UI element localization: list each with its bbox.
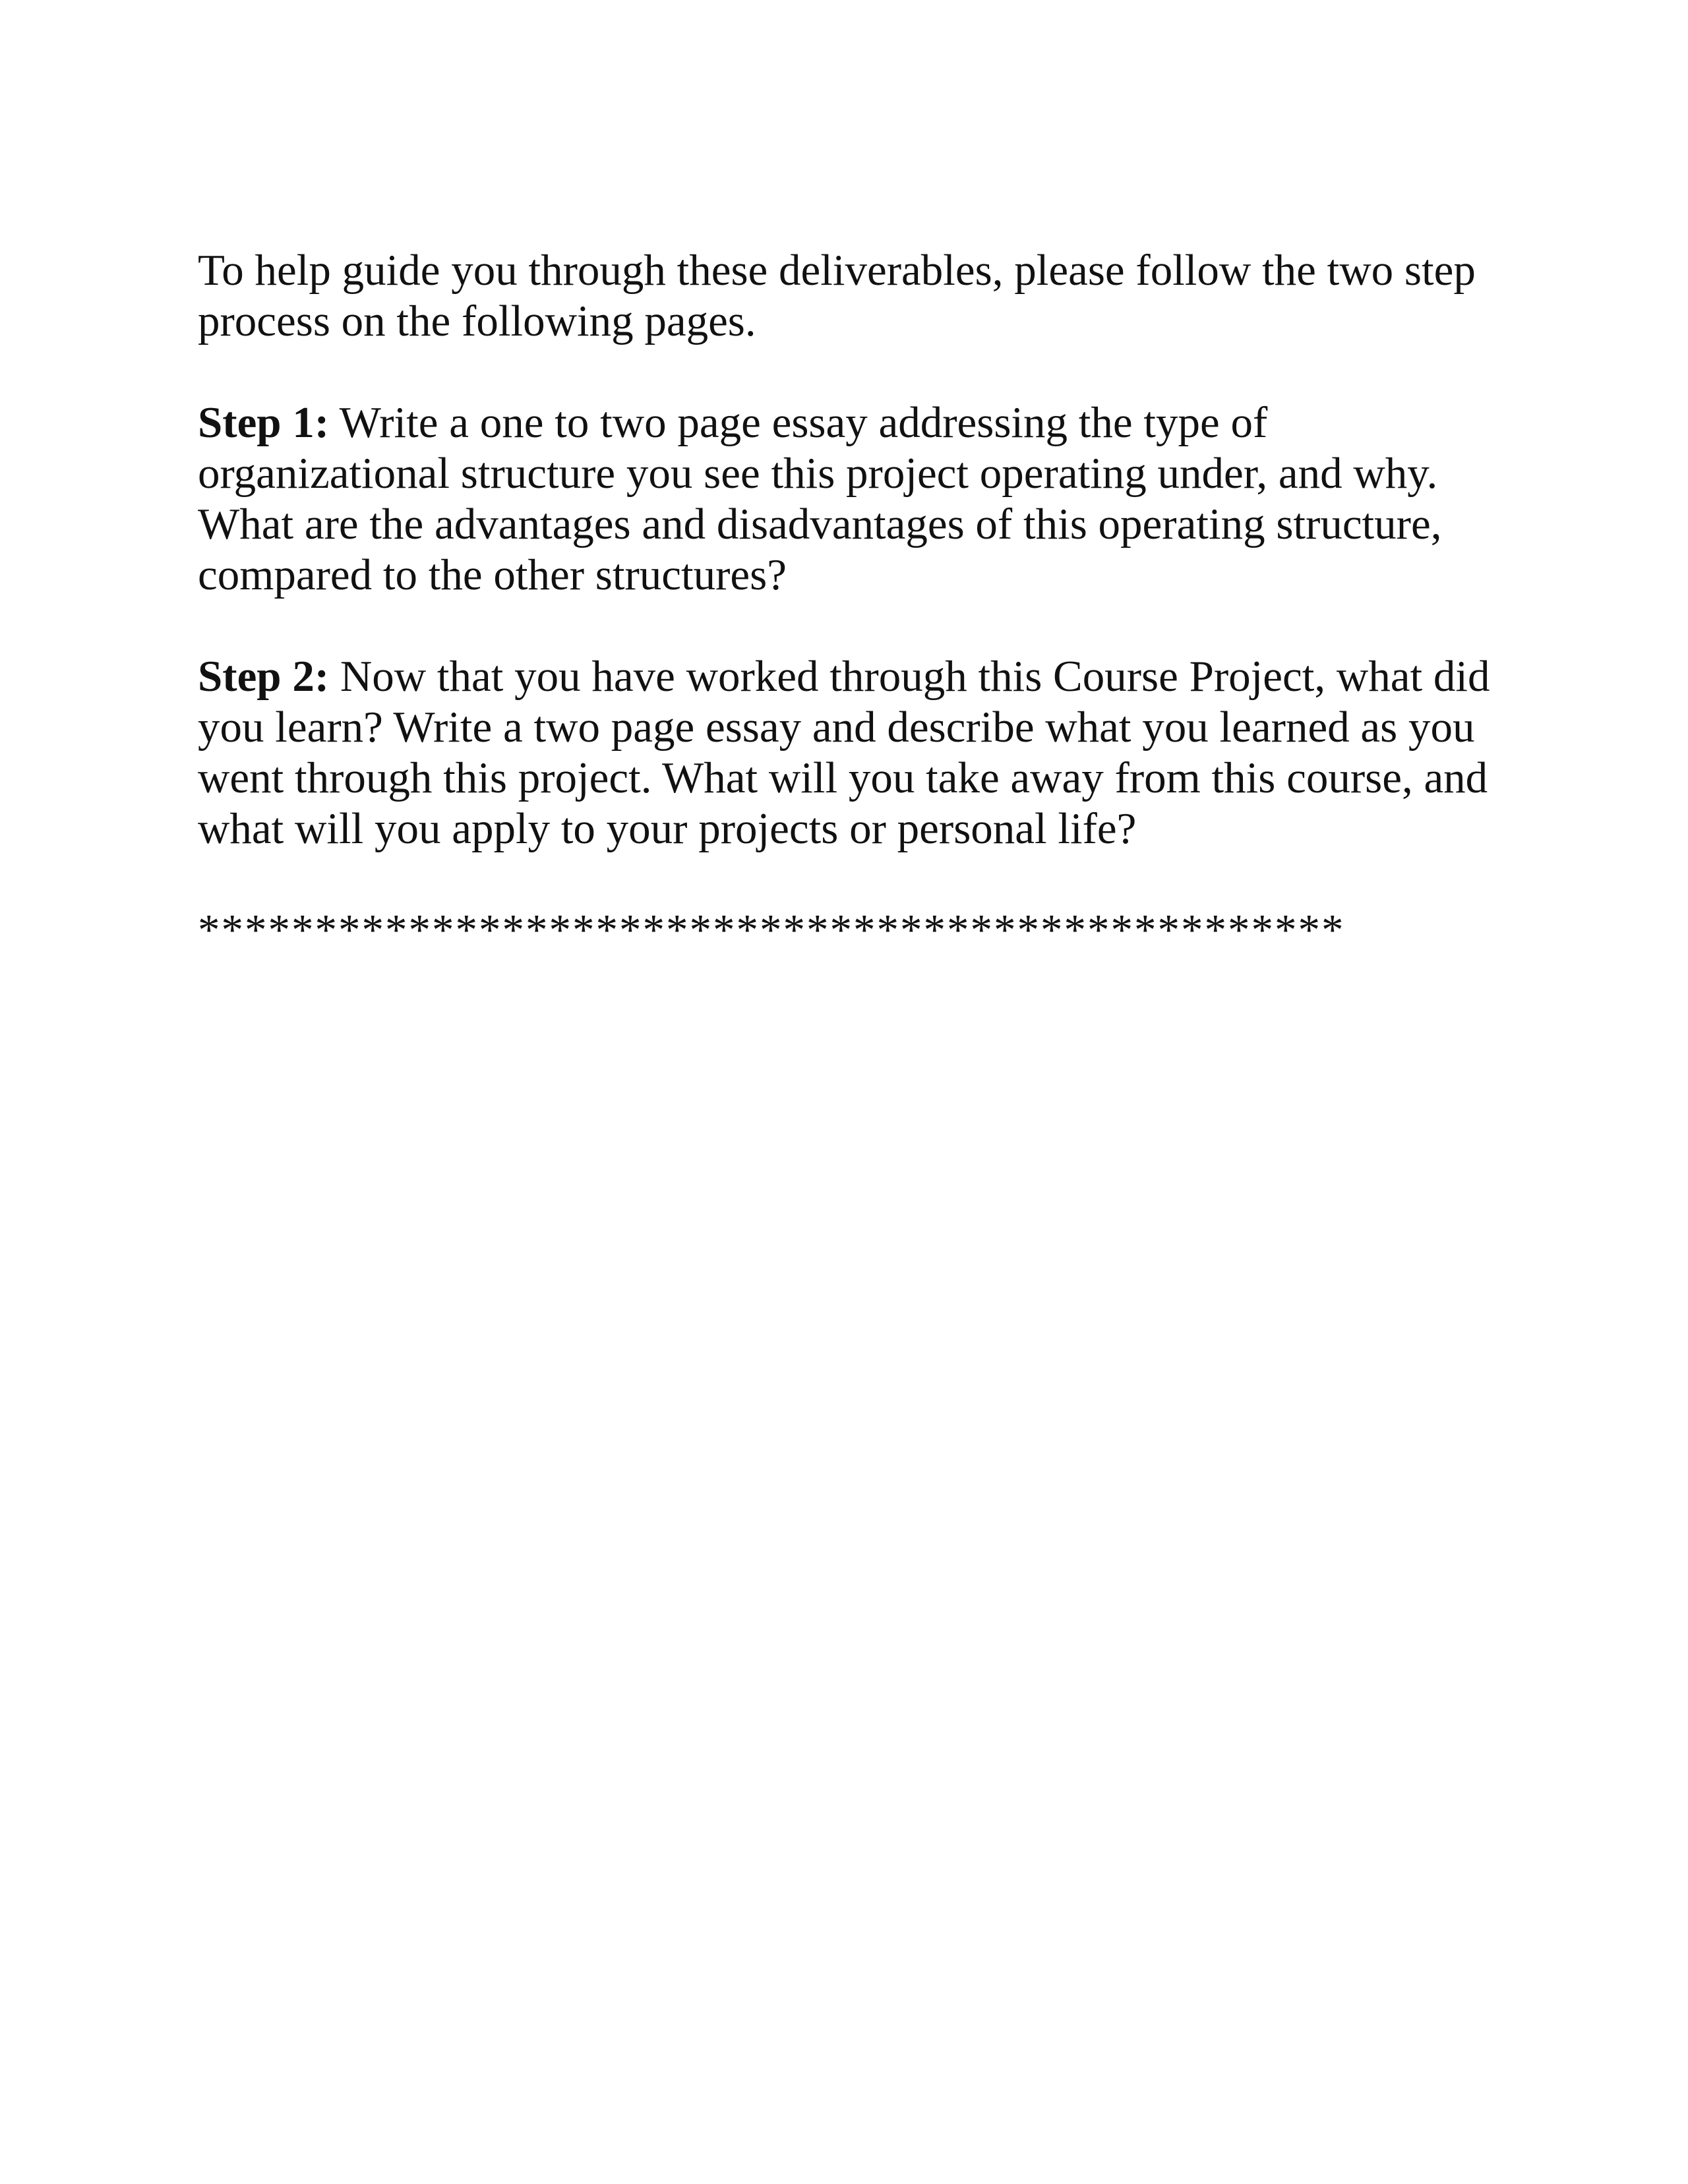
step-1-paragraph bbox=[198, 398, 1503, 601]
step-2-line-2: you learn? Write a two page essay and describe what you learned as you bbox=[198, 703, 1475, 752]
step-1-line-1: Write a one to two page essay addressing the type of bbox=[329, 398, 1268, 447]
step-1-line-4: compared to the other structures? bbox=[198, 550, 787, 599]
intro-line-1: To help guide you through these deliverables, please follow the two step bbox=[198, 246, 1476, 295]
intro-line-2: process on the following pages. bbox=[198, 297, 756, 345]
step-2-paragraph bbox=[198, 651, 1503, 854]
step-2-line-4: what will you apply to your projects or personal life? bbox=[198, 804, 1137, 853]
intro-paragraph bbox=[198, 245, 1503, 347]
document-body bbox=[198, 245, 1503, 956]
step-2-label: Step 2: bbox=[198, 652, 330, 701]
step-1-line-3: What are the advantages and disadvantages of this operating structure, bbox=[198, 500, 1442, 548]
step-1-line-2: organizational structure you see this project operating under, and why. bbox=[198, 449, 1438, 498]
step-2-line-1: Now that you have worked through this Course Project, what did bbox=[329, 652, 1490, 701]
asterisk-separator: ************************************************* bbox=[198, 906, 1345, 955]
step-2-line-3: went through this project. What will you take away from this course, and bbox=[198, 753, 1488, 802]
step-1-label: Step 1: bbox=[198, 398, 330, 447]
